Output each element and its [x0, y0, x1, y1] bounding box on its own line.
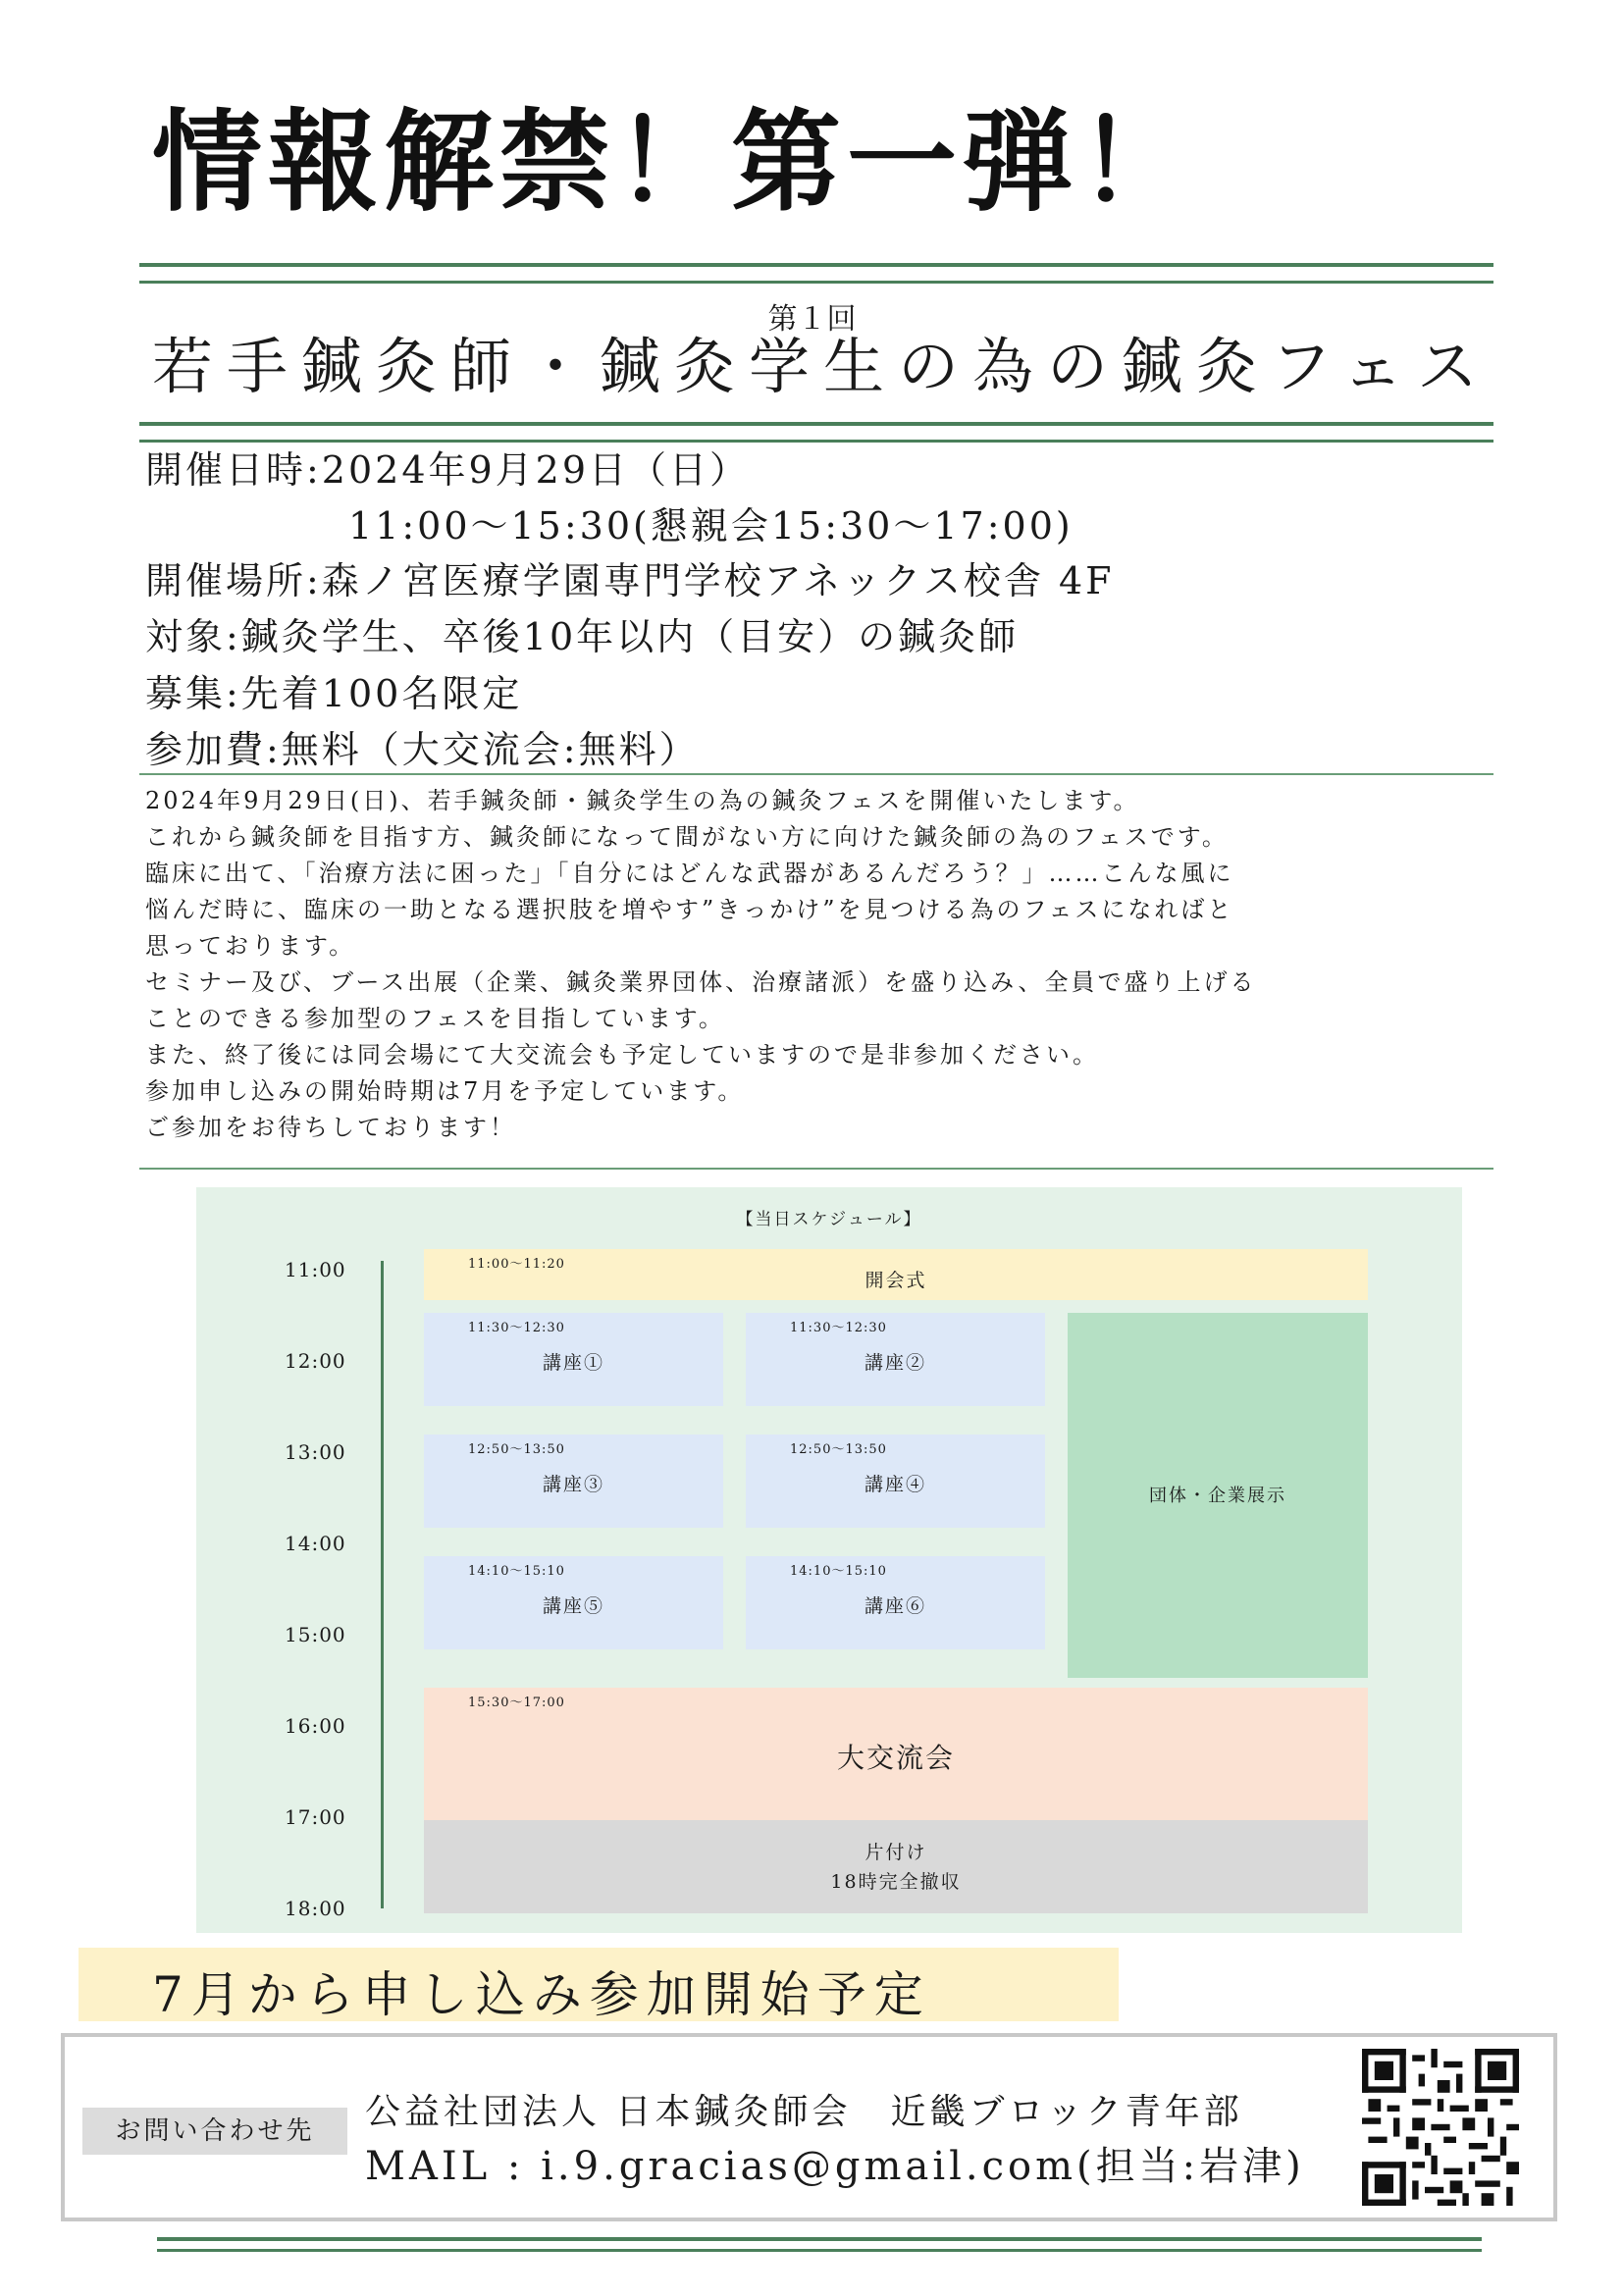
schedule-panel [196, 1187, 1462, 1933]
lecture-time: 14:10～15:10 [790, 1564, 887, 1579]
info-divider [139, 773, 1493, 775]
info-recruit: 募集:先着100名限定 [145, 672, 523, 715]
registration-text: 7月から申し込み参加開始予定 [152, 1966, 931, 2023]
info-date: 開催日時:2024年9月29日（日） [145, 448, 751, 492]
lecture-label: 講座② [864, 1352, 926, 1374]
hour-label: 12:00 [285, 1349, 346, 1373]
headline: 情報解禁！第一弾！ [152, 99, 1194, 227]
cleanup-sublabel: 18時完全撤収 [830, 1871, 962, 1893]
info-fee: 参加費:無料（大交流会:無料） [145, 728, 700, 771]
lecture-time: 11:30～12:30 [468, 1321, 565, 1335]
lecture-block-2 [746, 1313, 1045, 1406]
hour-label: 17:00 [285, 1805, 346, 1829]
contact-organization: 公益社団法人 日本鍼灸師会 近畿ブロック青年部 [365, 2092, 1243, 2132]
description-line: 臨床に出て、「治療方法に困った」「自分にはどんな武器があるんだろう？」……こんな風に [145, 860, 1234, 887]
networking-label: 大交流会 [836, 1742, 955, 1774]
title-bottom-rule [139, 422, 1493, 443]
description-line: 2024年9月29日(日)、若手鍼灸師・鍼灸学生の為の鍼灸フェスを開催いたします。 [145, 787, 1140, 814]
contact-mail[interactable]: MAIL : i.9.gracias@gmail.com(担当:岩津) [365, 2144, 1305, 2189]
cleanup-label: 片付け [864, 1842, 927, 1863]
description [145, 783, 1499, 1146]
description-line: 思っております。 [145, 932, 356, 960]
opening-time: 11:00～11:20 [468, 1257, 565, 1272]
qr-code[interactable] [1362, 2049, 1519, 2206]
hour-label: 16:00 [285, 1714, 346, 1738]
lecture-time: 11:30～12:30 [790, 1321, 887, 1335]
lecture-block-1 [424, 1313, 723, 1406]
lecture-label: 講座⑥ [864, 1595, 926, 1617]
info-time: 11:00～15:30(懇親会15:30～17:00) [348, 504, 1074, 548]
event-edition: 第１回 [767, 302, 857, 337]
description-line: これから鍼灸師を目指す方、鍼灸師になって間がない方に向けた鍼灸師の為のフェスです。 [145, 823, 1229, 851]
description-line: ことのできる参加型のフェスを目指しています。 [145, 1005, 725, 1032]
description-line: ご参加をお待ちしております！ [145, 1114, 516, 1141]
lecture-label: 講座⑤ [542, 1595, 604, 1617]
lecture-time: 12:50～13:50 [790, 1442, 887, 1457]
lecture-label: 講座① [542, 1352, 604, 1374]
footer-rule [157, 2237, 1482, 2252]
hour-label: 18:00 [285, 1897, 346, 1920]
contact-tag: お問い合わせ先 [82, 2108, 347, 2155]
hour-label: 14:00 [285, 1532, 346, 1555]
timeline-axis [381, 1261, 384, 1908]
description-divider [139, 1168, 1493, 1170]
title-top-rule [139, 263, 1493, 284]
lecture-time: 14:10～15:10 [468, 1564, 565, 1579]
lecture-label: 講座③ [542, 1474, 604, 1495]
info-venue: 開催場所:森ノ宮医療学園専門学校アネックス校舎 4F [145, 559, 1115, 602]
contact-box [61, 2033, 1557, 2221]
exhibition-label: 団体・企業展示 [1149, 1486, 1286, 1506]
info-target: 対象:鍼灸学生、卒後10年以内（目安）の鍼灸師 [145, 615, 1020, 658]
hour-label: 13:00 [285, 1440, 346, 1464]
description-line: 悩んだ時に、臨床の一助となる選択肢を増やす”きっかけ”を見つける為のフェスになればと [145, 896, 1234, 923]
lecture-block-3 [424, 1435, 723, 1528]
lecture-label: 講座④ [864, 1474, 926, 1495]
lecture-block-5 [424, 1556, 723, 1649]
description-line: セミナー及び、ブース出展（企業、鍼灸業界団体、治療諸派）を盛り込み、全員で盛り上げる [145, 968, 1257, 996]
lecture-block-4 [746, 1435, 1045, 1528]
description-line: また、終了後には同会場にて大交流会も予定していますので是非参加ください。 [145, 1041, 1099, 1069]
description-line: 参加申し込みの開始時期は7月を予定しています。 [145, 1077, 745, 1105]
cleanup-block [424, 1820, 1368, 1913]
registration-banner [79, 1948, 1119, 2021]
networking-block [424, 1688, 1368, 1820]
hour-label: 15:00 [285, 1623, 346, 1646]
opening-label: 開会式 [864, 1270, 927, 1291]
schedule-title: 【当日スケジュール】 [736, 1210, 922, 1229]
lecture-time: 12:50～13:50 [468, 1442, 565, 1457]
lecture-block-6 [746, 1556, 1045, 1649]
event-title: 若手鍼灸師・鍼灸学生の為の鍼灸フェス [152, 331, 1492, 402]
networking-time: 15:30～17:00 [468, 1696, 565, 1710]
hour-label: 11:00 [285, 1258, 346, 1281]
opening-block [424, 1249, 1368, 1300]
exhibition-block [1068, 1313, 1368, 1678]
